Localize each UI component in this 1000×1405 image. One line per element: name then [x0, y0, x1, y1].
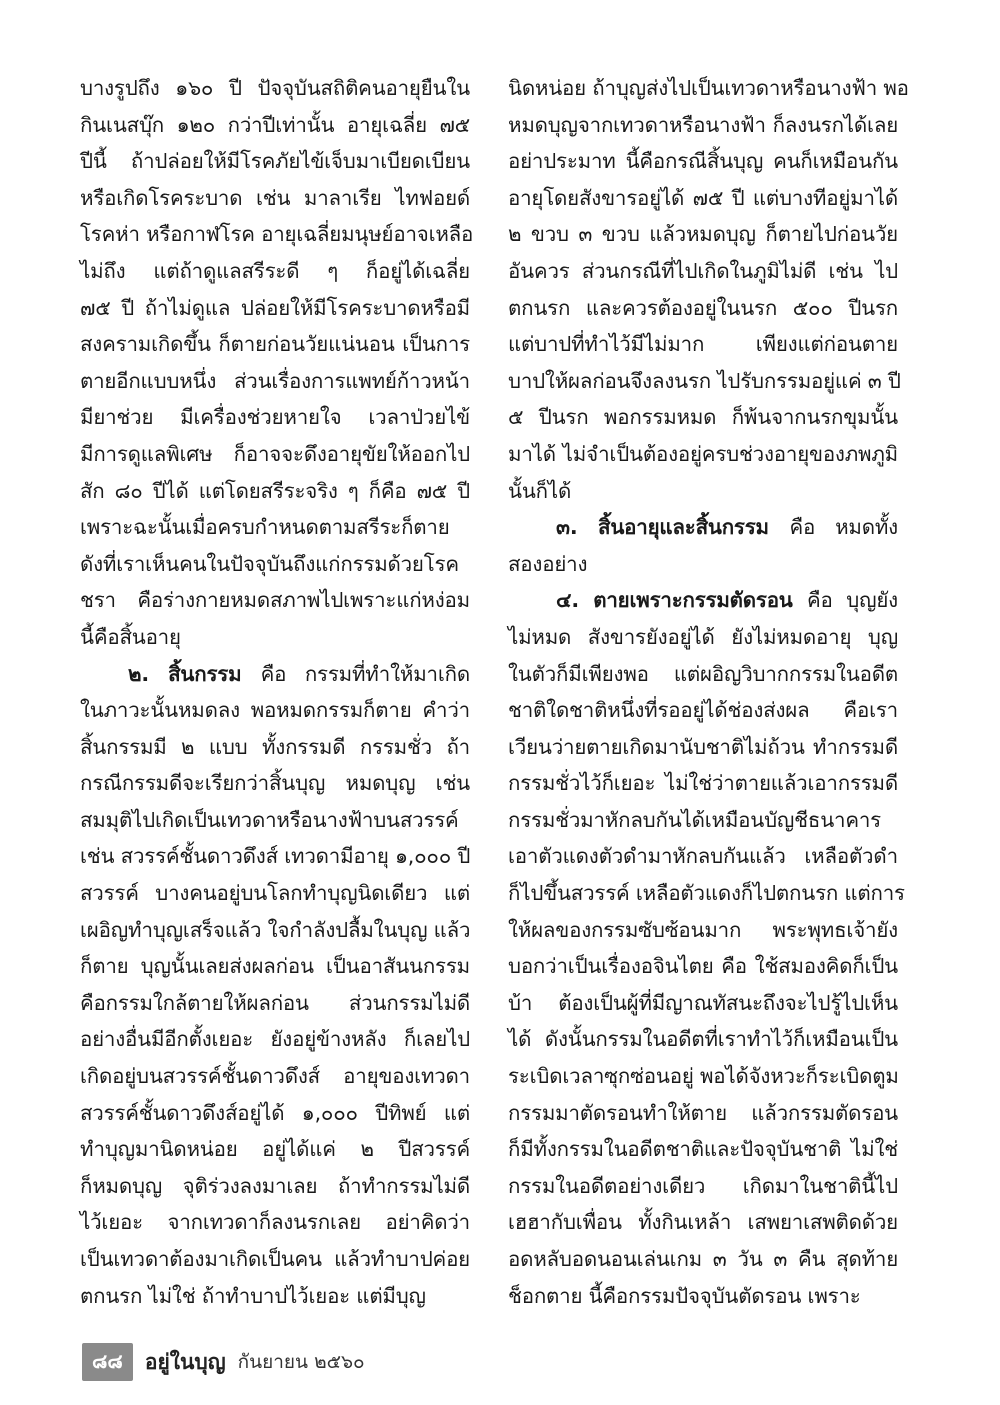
text-line: เผอิญทำบุญเสร็จแล้ว ใจกำลังปลื้มในบุญ แล้ว [80, 917, 471, 942]
text-line: นั้นก็ได้ [508, 478, 572, 503]
text-line: กรรมมาตัดรอนทำให้ตาย แล้วกรรมตัดรอน [508, 1100, 898, 1125]
issue-date: กันยายน ๒๕๖๐ [237, 1351, 365, 1373]
text-line: อดหลับอดนอนเล่นเกม ๓ วัน ๓ คืน สุดท้าย [508, 1247, 898, 1271]
text-line: มาได้ ไม่จำเป็นต้องอยู่ครบช่วงอายุของภพภูมิ [508, 441, 898, 466]
text-line: ก็มีทั้งกรรมในอดีตชาติและปัจจุบันชาติ ไม่ใช่ [508, 1137, 898, 1162]
text-line: ไว้เยอะ จากเทวดาก็ลงนรกเลย อย่าคิดว่า [80, 1210, 470, 1235]
text-line: อย่างอื่นมีอีกตั้งเยอะ ยังอยู่ข้างหลัง ก็เลยไป [80, 1027, 470, 1052]
right-column [508, 70, 909, 1314]
text-line: ๕ ปีนรก พอกรรมหมด ก็พ้นจากนรกขุมนั้น [508, 405, 898, 430]
text-line: ดังที่เราเห็นคนในปัจจุบันถึงแก่กรรมด้วยโรค [80, 551, 459, 576]
text-line: สงครามเกิดขึ้น ก็ตายก่อนวัยแน่นอน เป็นการ [80, 332, 470, 357]
text-line: บางรูปถึง ๑๖๐ ปี ปัจจุบันสถิติคนอายุยืนใน [80, 76, 470, 100]
text-line: โรคห่า หรือกาฬโรค อายุเฉลี่ยมนุษย์อาจเหลือ [80, 222, 474, 247]
text-line: นิดหน่อย ถ้าบุญส่งไปเป็นเทวดาหรือนางฟ้า พอ [508, 76, 909, 100]
left-column [80, 70, 474, 1314]
text-line: ตายอีกแบบหนึ่ง ส่วนเรื่องการแพทย์ก้าวหน้า [80, 368, 470, 393]
text-line: ระเบิดเวลาซุกซ่อนอยู่ พอได้จังหวะก็ระเบิดตูม [508, 1064, 899, 1089]
text-line: สัก ๘๐ ปีได้ แต่โดยสรีระจริง ๆ ก็คือ ๗๕ ปี [80, 478, 470, 503]
text-line: กรรมชั่วมาหักลบกันได้เหมือนบัญชีธนาคาร [508, 807, 881, 832]
text-line: เพราะฉะนั้นเมื่อครบกำหนดตามสรีระก็ตาย [80, 515, 450, 540]
text-line: ปีนี้ ถ้าปล่อยให้มีโรคภัยไข้เจ็บมาเบียดเบียน [80, 149, 470, 174]
text-line: ก็ตาย บุญนั้นเลยส่งผลก่อน เป็นอาสันนกรรม [80, 954, 470, 979]
text-line [508, 509, 898, 546]
text-line: ตกนรก ไม่ใช่ ถ้าทำบาปไว้เยอะ แต่มีบุญ [80, 1283, 426, 1308]
text-line: ๒ ขวบ ๓ ขวบ แล้วหมดบุญ ก็ตายไปก่อนวัย [508, 222, 898, 247]
magazine-title: อยู่ในบุญ [144, 1349, 226, 1374]
text-line: อันควร ส่วนกรณีที่ไปเกิดในภูมิไม่ดี เช่น ไป [508, 258, 898, 283]
text-line: บาปให้ผลก่อนจึงลงนรก ไปรับกรรมอยู่แค่ ๓ ปี [508, 368, 901, 393]
section-heading: ๓. สิ้นอายุและสิ้นกรรม [556, 515, 790, 540]
text-line: ทำบุญมานิดหน่อย อยู่ได้แค่ ๒ ปีสวรรค์ [80, 1137, 470, 1162]
text-line: ได้ ดังนั้นกรรมในอดีตที่เราทำไว้ก็เหมือนเป็น [508, 1027, 898, 1052]
text-line: ในภาวะนั้นหมดลง พอหมดกรรมก็ตาย คำว่า [80, 698, 470, 723]
text-line: ก็หมดบุญ จุติร่วงลงมาเลย ถ้าทำกรรมไม่ดี [80, 1173, 470, 1198]
text-line: นี้คือสิ้นอายุ [80, 624, 181, 649]
text-line: หมดบุญจากเทวดาหรือนางฟ้า ก็ลงนรกได้เลย [508, 112, 898, 137]
line-text: คือ บุญยัง [806, 588, 898, 613]
text-line: กินเนสบุ๊ก ๑๒๐ กว่าปีเท่านั้น อายุเฉลี่ย ๗๕ [80, 112, 470, 137]
text-line: เช่น สวรรค์ชั้นดาวดึงส์ เทวดามีอายุ ๑,๐๐๐ ปี [80, 844, 471, 869]
line-text: คือ หมดทั้ง [789, 515, 898, 540]
text-line: เอาตัวแดงตัวดำมาหักลบกันแล้ว เหลือตัวดำ [508, 844, 898, 869]
text-line: เกิดอยู่บนสวรรค์ชั้นดาวดึงส์ อายุของเทวดา [80, 1064, 470, 1089]
text-line: มีการดูแลพิเศษ ก็อาจจะดึงอายุขัยให้ออกไป [80, 441, 470, 466]
text-line: กรรมในอดีตอย่างเดียว เกิดมาในชาตินี้ไป [508, 1173, 898, 1198]
text-line: มียาช่วย มีเครื่องช่วยหายใจ เวลาป่วยไข้ [80, 405, 470, 430]
page-footer [82, 1345, 365, 1379]
text-line: ไม่ถึง แต่ถ้าดูแลสรีระดี ๆ ก็อยู่ได้เฉลี่ย [80, 258, 470, 283]
text-line: ก็ไปขึ้นสวรรค์ เหลือตัวแดงก็ไปตกนรก แต่การ [508, 881, 905, 906]
text-line: สมมุติไปเกิดเป็นเทวดาหรือนางฟ้าบนสวรรค์ [80, 807, 459, 832]
text-line: ๗๕ ปี ถ้าไม่ดูแล ปล่อยให้มีโรคระบาดหรือมี [80, 295, 470, 320]
text-line: สิ้นกรรมมี ๒ แบบ ทั้งกรรมดี กรรมชั่ว ถ้า [80, 734, 470, 759]
text-line: กรณีกรรมดีจะเรียกว่าสิ้นบุญ หมดบุญ เช่น [80, 771, 470, 796]
text-line [508, 582, 898, 619]
text-line: ในตัวก็มีเพียงพอ แต่ผอิญวิบากกรรมในอดีต [508, 661, 898, 686]
text-line: เป็นเทวดาต้องมาเกิดเป็นคน แล้วทำบาปค่อย [80, 1247, 470, 1271]
text-line: ไม่หมด สังขารยังอยู่ได้ ยังไม่หมดอายุ บุญ [508, 624, 898, 649]
text-line: หรือเกิดโรคระบาด เช่น มาลาเรีย ไทฟอยด์ [80, 185, 470, 210]
text-line: บอกว่าเป็นเรื่องอจินไตย คือ ใช้สมองคิดก็เป็น [508, 954, 898, 979]
text-line: เวียนว่ายตายเกิดมานับชาติไม่ถ้วน ทำกรรมดี [508, 734, 898, 759]
text-line: สวรรค์ชั้นดาวดึงส์อยู่ได้ ๑,๐๐๐ ปีทิพย์ แต่ [80, 1100, 470, 1125]
text-line: อายุโดยสังขารอยู่ได้ ๗๕ ปี แต่บางทีอยู่มาได้ [508, 185, 898, 210]
text-line: ชรา คือร่างกายหมดสภาพไปเพราะแก่หง่อม [80, 588, 470, 613]
section-heading: ๒. สิ้นกรรม [128, 661, 261, 686]
text-line: เฮฮากับเพื่อน ทั้งกินเหล้า เสพยาเสพติดด้วย [508, 1210, 898, 1235]
text-line: สวรรค์ บางคนอยู่บนโลกทำบุญนิดเดียว แต่ [80, 881, 470, 906]
page-number: ๘๘ [82, 1343, 133, 1381]
line-text: คือ กรรมที่ทำให้มาเกิด [260, 661, 470, 686]
text-line: ตกนรก และควรต้องอยู่ในนรก ๕๐๐ ปีนรก [508, 295, 898, 320]
text-line: คือกรรมใกล้ตายให้ผลก่อน ส่วนกรรมไม่ดี [80, 990, 470, 1015]
text-line [80, 656, 470, 693]
text-line: สองอย่าง [508, 551, 588, 576]
text-line: อย่าประมาท นี้คือกรณีสิ้นบุญ คนก็เหมือนกัน [508, 149, 898, 174]
text-line: ชาติใดชาติหนึ่งที่รออยู่ได้ช่องส่งผล คือเรา [508, 698, 898, 723]
text-line: บ้า ต้องเป็นผู้ที่มีญาณทัสนะถึงจะไปรู้ไปเห็น [508, 990, 898, 1015]
section-heading: ๔. ตายเพราะกรรมตัดรอน [556, 588, 807, 613]
text-line: ให้ผลของกรรมซับซ้อนมาก พระพุทธเจ้ายัง [508, 917, 898, 942]
text-line: ช็อกตาย นี้คือกรรมปัจจุบันตัดรอน เพราะ [508, 1283, 861, 1308]
text-line: กรรมชั่วไว้ก็เยอะ ไม่ใช่ว่าตายแล้วเอากรรมดี [508, 771, 898, 796]
text-line: แต่บาปที่ทำไว้มีไม่มาก เพียงแต่ก่อนตาย [508, 332, 898, 357]
